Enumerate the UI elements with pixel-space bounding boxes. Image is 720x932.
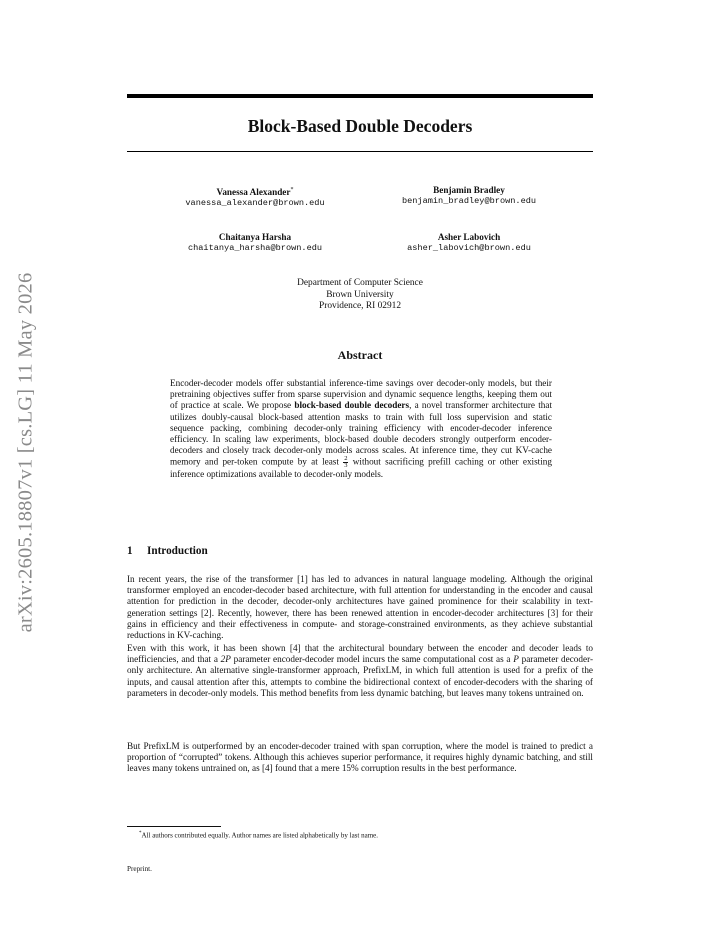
author-email: chaitanya_harsha@brown.edu [187,243,323,253]
author-block [145,185,365,209]
author-email: asher_labovich@brown.edu [407,243,531,253]
author-name: Benjamin Bradley [433,185,505,195]
affiliation-location: Providence, RI 02912 [318,301,402,312]
title-rule-bottom [127,151,593,152]
author-name: Vanessa Alexander* [216,187,294,198]
author-footnote-mark: * [290,187,294,193]
author-block [359,232,579,254]
affiliation-department: Department of Computer Science [297,278,423,288]
section-number: 1 [127,545,133,557]
abstract-heading: Abstract [337,348,383,362]
affiliation-university: Brown University [326,289,394,300]
author-block [359,185,579,207]
abstract-bold-term: block-based double decoders [294,400,410,411]
paper-title: Block-Based Double Decoders [247,116,473,136]
intro-paragraph-3: But PrefixLM is outperformed by an encoder-decoder trained with span corruption, where the model is trained to predict a proportion of “corrupted” tokens. Although this achieves superior performance, it requires highly dynamic batching, and still leaves many tokens untrained on, as [4] found that a mere 15% corruption results in the best performance. [127,741,593,774]
author-email: benjamin_bradley@brown.edu [401,196,537,206]
intro-paragraph-1: In recent years, the rise of the transformer [1] has led to advances in natural language modeling. Although the original transformer employed an encoder-decoder based architecture, with full attention for understanding in the encoder and causal attention for prediction in the decoder, decoder-only architectures have gained prominence for their scalability in text-generation settings [2]. Recently, however, there has been renewed attention in encoder-decoder architectures [3] for their gains in efficiency and their effectiveness in compute- and storage-constrained environments, as they achieve substantial reductions in KV-caching. [127,574,593,641]
affiliation [127,278,593,313]
math-symbol: P [513,654,519,665]
author-name: Asher Labovich [437,232,501,242]
title-rule-top [127,94,593,98]
fraction: $\frac{2}{3}$ [344,455,348,470]
intro-paragraph-2: Even with this work, it has been shown [4] that the architectural boundary between the encoder and decoder leads to inefficiencies, and that a 2P parameter encoder-decoder model incurs the same computational cost as a P parameter decoder-only architecture. An alternative single-transformer approach, PrefixLM, in which full attention is used for a prefix of the inputs, and causal attention after this, attempts to combine the bidirectional context of encoder-decoders with the sharing of parameters in decoder-only models. This method benefits from less dynamic batching, but leaves many tokens untrained on. [127,643,594,698]
math-symbol: 2P [220,654,231,665]
abstract-body: Encoder-decoder models offer substantial inference-time savings over decoder-only models, but their pretraining objectives suffer from sparse supervision and dynamic sequence lengths, keeping them out of practice at scale. We propose block-based double decoders, a novel transformer architecture that utilizes doubly-causal block-based attention masks to train with full loss supervision and static sequence packing, combining decoder-only training efficiency with encoder-decoder inference efficiency. In scaling law experiments, block-based double decoders strongly outperform encoder-decoders and closely track decoder-only models across scales. At inference time, they cut KV-cache memory and per-token compute by at least $\frac{2}{3}$ without sacrificing prefill caching or other existing inference optimizations available to decoder-only models. [170,378,553,480]
arxiv-identifier-text: arXiv:2605.18807v1 [cs.LG] 11 May 2026 [14,272,37,633]
section-title: Introduction [147,545,208,557]
footnote: *All authors contributed equally. Author names are listed alphabetically by last name. [139,831,379,840]
author-name: Chaitanya Harsha [218,232,292,242]
author-block [145,232,365,254]
footnote-rule [127,826,221,827]
author-email: vanessa_alexander@brown.edu [185,198,325,209]
arxiv-identifier-stamp [13,260,39,645]
footnote-mark: * [139,831,142,836]
section-heading [127,545,208,557]
preprint-label: Preprint. [127,865,152,873]
